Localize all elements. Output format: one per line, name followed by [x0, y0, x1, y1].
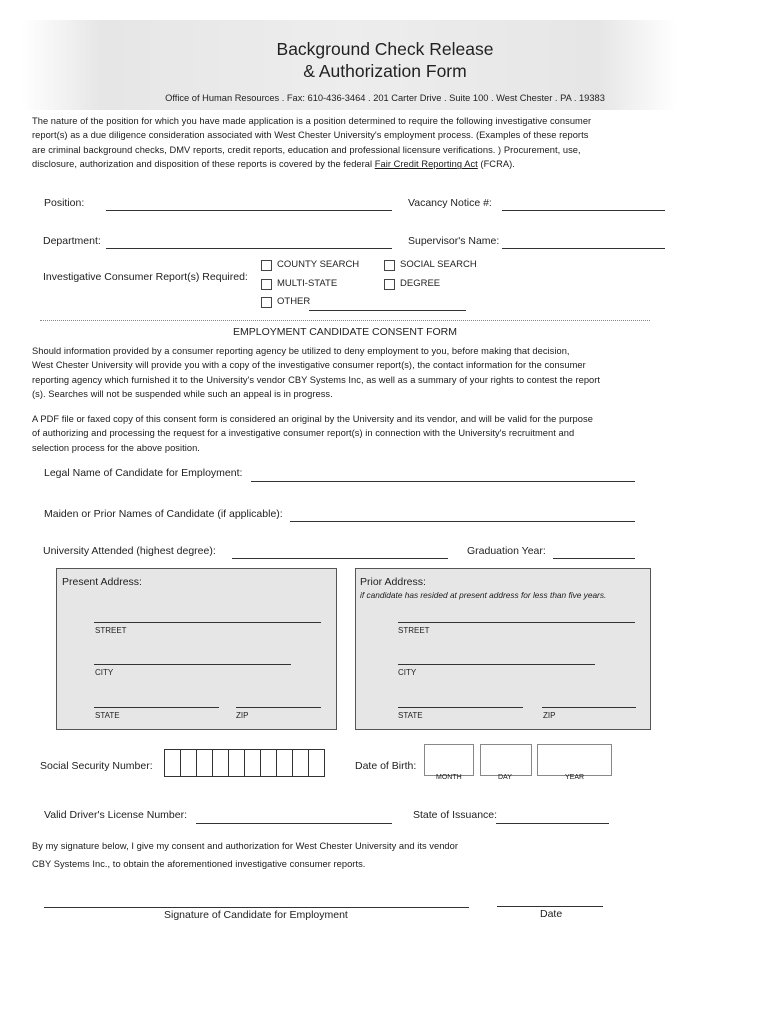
consent-line: (s). Searches will not be suspended while such an appeal is in progress.	[32, 389, 333, 400]
ssn-digit-box[interactable]	[213, 749, 229, 777]
office-address: Office of Human Resources . Fax: 610-436-3464 . 201 Carter Drive . Suite 100 . West Chester . PA . 19383	[165, 93, 605, 103]
consent-line: West Chester University will provide you with a copy of the investigative consumer report(s), the contact information for the consumer	[32, 360, 586, 371]
consent-line: of authorizing and processing the request for a investigative consumer report(s) in connection with the University's recruitment and	[32, 428, 575, 439]
present-city-field[interactable]	[94, 664, 291, 665]
dob-year-field[interactable]	[537, 744, 612, 776]
signature-label: Signature of Candidate for Employment	[164, 909, 348, 921]
title-line-2: & Authorization Form	[303, 61, 467, 81]
position-label: Position:	[44, 197, 85, 209]
other-label: OTHER	[277, 296, 311, 307]
license-label: Valid Driver's License Number:	[44, 809, 188, 821]
consent-paragraph-1	[32, 344, 747, 402]
consent-title: EMPLOYMENT CANDIDATE CONSENT FORM	[232, 326, 458, 338]
form-title	[0, 38, 770, 82]
prior-address-title: Prior Address:	[360, 576, 426, 588]
present-state-label: STATE	[95, 711, 120, 720]
ssn-digit-box[interactable]	[245, 749, 261, 777]
supervisor-label: Supervisor's Name:	[408, 235, 500, 247]
signature-consent-text	[32, 838, 632, 873]
prior-street-label: STREET	[398, 626, 430, 635]
degree-checkbox[interactable]	[384, 279, 395, 290]
position-field[interactable]	[106, 210, 392, 211]
date-field[interactable]	[497, 906, 603, 907]
legal-name-field[interactable]	[251, 481, 635, 482]
graduation-field[interactable]	[553, 558, 635, 559]
ssn-digit-box[interactable]	[181, 749, 197, 777]
present-city-label: CITY	[95, 668, 114, 677]
prior-zip-label: ZIP	[543, 711, 556, 720]
multi-state-label: MULTI-STATE	[277, 278, 338, 289]
prior-state-field[interactable]	[398, 707, 523, 708]
present-street-field[interactable]	[94, 622, 321, 623]
intro-line: report(s) as a due diligence consideration associated with West Chester University's employment process. (Examples of these reports	[32, 130, 589, 141]
ssn-digit-box[interactable]	[229, 749, 245, 777]
icr-label: Investigative Consumer Report(s) Required:	[43, 271, 248, 283]
prior-city-field[interactable]	[398, 664, 595, 665]
supervisor-field[interactable]	[502, 248, 665, 249]
social-search-label: SOCIAL SEARCH	[400, 259, 477, 270]
ssn-field[interactable]	[164, 749, 325, 777]
multi-state-checkbox[interactable]	[261, 279, 272, 290]
vacancy-field[interactable]	[502, 210, 665, 211]
ssn-digit-box[interactable]	[293, 749, 309, 777]
intro-text: disclosure, authorization and disposition of these reports is covered by the federal	[32, 159, 375, 170]
prior-city-label: CITY	[398, 668, 417, 677]
signature-consent-line: By my signature below, I give my consent and authorization for West Chester University and its vendor	[32, 841, 459, 851]
ssn-digit-box[interactable]	[165, 749, 181, 777]
maiden-name-field[interactable]	[290, 521, 635, 522]
maiden-name-label: Maiden or Prior Names of Candidate (if applicable):	[44, 508, 283, 520]
ssn-digit-box[interactable]	[309, 749, 325, 777]
other-field[interactable]	[309, 310, 466, 311]
present-address-title: Present Address:	[62, 576, 142, 588]
dob-year-label: YEAR	[565, 774, 585, 781]
graduation-label: Graduation Year:	[467, 545, 546, 557]
dob-month-label: MONTH	[436, 774, 462, 781]
ssn-digit-box[interactable]	[197, 749, 213, 777]
present-address-box	[56, 568, 337, 730]
prior-street-field[interactable]	[398, 622, 635, 623]
consent-line: Should information provided by a consumer reporting agency be utilized to deny employment to you, before making that decision,	[32, 346, 570, 356]
ssn-digit-box[interactable]	[277, 749, 293, 777]
prior-address-note: if candidate has resided at present address for less than five years.	[360, 590, 607, 600]
intro-line: The nature of the position for which you have made application is a position determined to require the following investigative consumer	[32, 116, 592, 126]
prior-zip-field[interactable]	[542, 707, 636, 708]
consent-paragraph-2	[32, 412, 747, 455]
fcra-link[interactable]: Fair Credit Reporting Act	[374, 159, 478, 170]
dob-label: Date of Birth:	[355, 760, 417, 772]
consent-line: selection process for the above position.	[32, 442, 200, 453]
vacancy-label: Vacancy Notice #:	[408, 197, 492, 209]
county-search-checkbox[interactable]	[261, 260, 272, 271]
date-label: Date	[540, 908, 563, 920]
present-zip-label: ZIP	[236, 711, 249, 720]
social-search-checkbox[interactable]	[384, 260, 395, 271]
university-label: University Attended (highest degree):	[43, 545, 216, 557]
university-field[interactable]	[232, 558, 448, 559]
ssn-label: Social Security Number:	[40, 760, 153, 772]
ssn-digit-box[interactable]	[261, 749, 277, 777]
other-checkbox[interactable]	[261, 297, 272, 308]
consent-line: reporting agency which furnished it to the University's vendor CBY Systems Inc, as well as a summary of your rights to contest the report	[32, 374, 601, 385]
legal-name-label: Legal Name of Candidate for Employment:	[44, 467, 243, 479]
dob-month-field[interactable]	[424, 744, 474, 776]
license-field[interactable]	[196, 823, 392, 824]
issuance-field[interactable]	[496, 823, 609, 824]
dob-day-label: DAY	[498, 774, 512, 781]
signature-consent-line: CBY Systems Inc., to obtain the aforementioned investigative consumer reports.	[32, 858, 366, 869]
present-street-label: STREET	[95, 626, 127, 635]
intro-text: (FCRA).	[477, 159, 515, 170]
intro-paragraph	[32, 114, 742, 172]
title-line-1: Background Check Release	[276, 39, 494, 59]
present-zip-field[interactable]	[236, 707, 321, 708]
issuance-label: State of Issuance:	[413, 809, 498, 821]
section-divider	[40, 320, 650, 321]
intro-line: are criminal background checks, DMV reports, credit reports, education and professional licensure verifications. ) Procurement, use,	[32, 144, 581, 155]
present-state-field[interactable]	[94, 707, 219, 708]
signature-field[interactable]	[44, 907, 469, 908]
county-search-label: COUNTY SEARCH	[277, 259, 360, 270]
prior-state-label: STATE	[398, 711, 423, 720]
dob-day-field[interactable]	[480, 744, 532, 776]
department-field[interactable]	[106, 248, 392, 249]
intro-line	[32, 157, 742, 171]
consent-line: A PDF file or faxed copy of this consent form is considered an original by the University and its vendor, and will be valid for the purpose	[32, 414, 593, 424]
degree-label: DEGREE	[400, 278, 441, 289]
department-label: Department:	[43, 235, 101, 247]
